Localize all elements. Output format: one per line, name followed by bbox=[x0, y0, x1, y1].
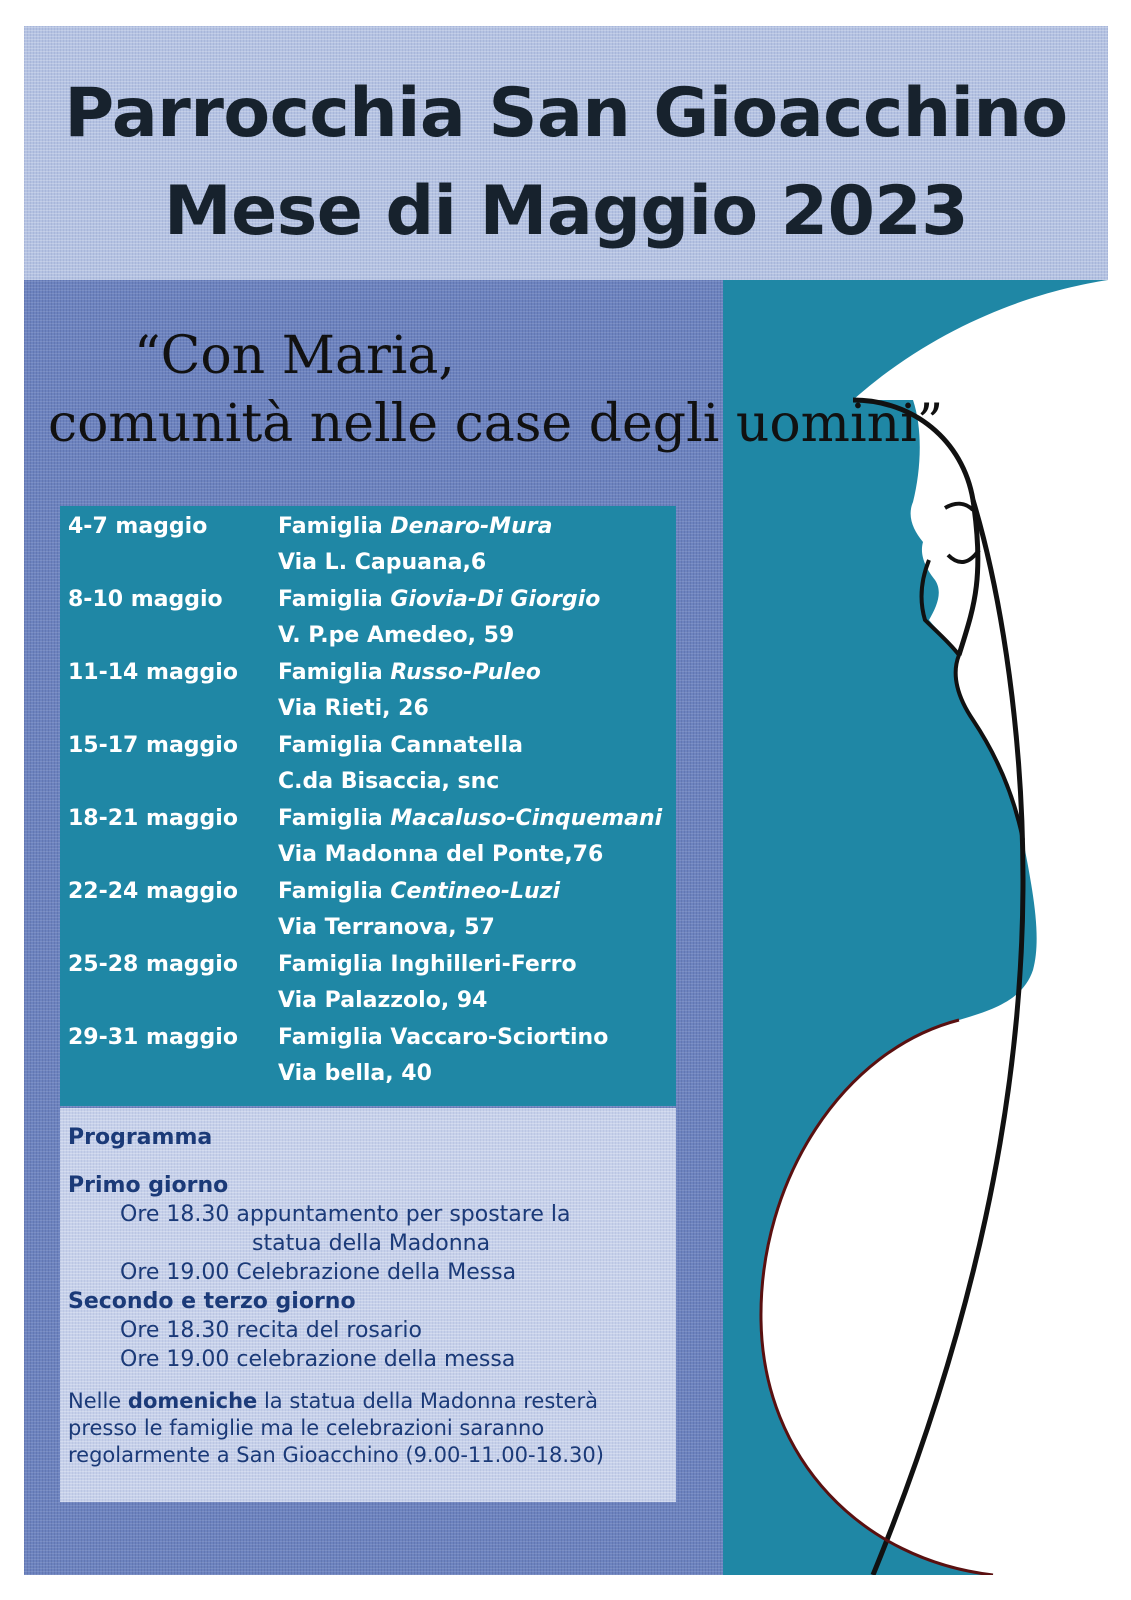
schedule-dates: 8-10 maggio bbox=[68, 587, 223, 612]
schedule-dates: 29-31 maggio bbox=[68, 1025, 238, 1050]
schedule-address: Via Terranova, 57 bbox=[278, 915, 495, 940]
schedule-address: Via bella, 40 bbox=[278, 1061, 432, 1086]
schedule-row bbox=[60, 725, 676, 798]
schedule-table bbox=[60, 506, 676, 1106]
schedule-address: V. P.pe Amedeo, 59 bbox=[278, 623, 515, 648]
day23-line: Ore 19.00 celebrazione della messa bbox=[120, 1347, 516, 1372]
motto-line-2: comunità nelle case degli uomini” bbox=[48, 394, 944, 454]
family-name: Inghilleri-Ferro bbox=[390, 952, 577, 977]
note-emphasis: domeniche bbox=[127, 1389, 258, 1413]
day23-heading: Secondo e terzo giorno bbox=[68, 1289, 356, 1314]
schedule-family: Famiglia Denaro-Mura bbox=[278, 514, 553, 539]
schedule-address: C.da Bisaccia, snc bbox=[278, 769, 500, 794]
schedule-family: Famiglia Cannatella bbox=[278, 733, 523, 758]
schedule-dates: 11-14 maggio bbox=[68, 660, 238, 685]
schedule-dates: 22-24 maggio bbox=[68, 879, 238, 904]
day1-line: Ore 18.30 appuntamento per spostare la bbox=[120, 1202, 571, 1227]
schedule-family: Famiglia Centineo-Luzi bbox=[278, 879, 561, 904]
schedule-row bbox=[60, 579, 676, 652]
family-name: Denaro-Mura bbox=[390, 514, 553, 539]
sunday-note: Nelle domeniche la statua della Madonna resterà bbox=[68, 1389, 598, 1413]
poster bbox=[24, 26, 1108, 1575]
schedule-dates: 15-17 maggio bbox=[68, 733, 238, 758]
schedule-row bbox=[60, 1017, 676, 1090]
schedule-address: Via L. Capuana,6 bbox=[278, 550, 487, 575]
day1-line: statua della Madonna bbox=[252, 1231, 491, 1256]
schedule-family: Famiglia Giovia-Di Giorgio bbox=[278, 587, 601, 612]
schedule-address: Via Madonna del Ponte,76 bbox=[278, 842, 604, 867]
schedule-dates: 4-7 maggio bbox=[68, 514, 208, 539]
schedule-family: Famiglia Inghilleri-Ferro bbox=[278, 952, 577, 977]
schedule-row bbox=[60, 944, 676, 1017]
schedule-dates: 18-21 maggio bbox=[68, 806, 238, 831]
page-subtitle: Mese di Maggio 2023 bbox=[163, 172, 969, 251]
family-name: Macaluso-Cinquemani bbox=[390, 806, 663, 831]
page-title: Parrocchia San Gioacchino bbox=[64, 74, 1068, 153]
schedule-row bbox=[60, 652, 676, 725]
schedule-row bbox=[60, 871, 676, 944]
schedule-family: Famiglia Vaccaro-Sciortino bbox=[278, 1025, 609, 1050]
sunday-note-line: presso le famiglie ma le celebrazioni saranno bbox=[68, 1416, 545, 1440]
madonna-silhouette-illustration bbox=[723, 280, 1108, 1575]
schedule-address: Via Palazzolo, 94 bbox=[278, 988, 488, 1013]
family-name: Centineo-Luzi bbox=[390, 879, 561, 904]
schedule-row bbox=[60, 798, 676, 871]
family-name: Cannatella bbox=[390, 733, 523, 758]
day1-line: Ore 19.00 Celebrazione della Messa bbox=[120, 1260, 517, 1285]
schedule-address: Via Rieti, 26 bbox=[278, 696, 429, 721]
program-panel bbox=[60, 1108, 676, 1502]
day23-line: Ore 18.30 recita del rosario bbox=[120, 1318, 422, 1343]
family-name: Vaccaro-Sciortino bbox=[390, 1025, 609, 1050]
schedule-family: Famiglia Macaluso-Cinquemani bbox=[278, 806, 663, 831]
schedule-family: Famiglia Russo-Puleo bbox=[278, 660, 541, 685]
schedule-dates: 25-28 maggio bbox=[68, 952, 238, 977]
family-name: Giovia-Di Giorgio bbox=[390, 587, 601, 612]
day1-heading: Primo giorno bbox=[68, 1173, 229, 1198]
sunday-note-line: regolarmente a San Gioacchino (9.00-11.00-18.30) bbox=[68, 1443, 604, 1467]
motto-line-1: “Con Maria, bbox=[134, 326, 455, 386]
family-name: Russo-Puleo bbox=[390, 660, 541, 685]
schedule-row bbox=[60, 506, 676, 579]
header-band bbox=[24, 26, 1108, 280]
program-title: Programma bbox=[68, 1125, 213, 1150]
